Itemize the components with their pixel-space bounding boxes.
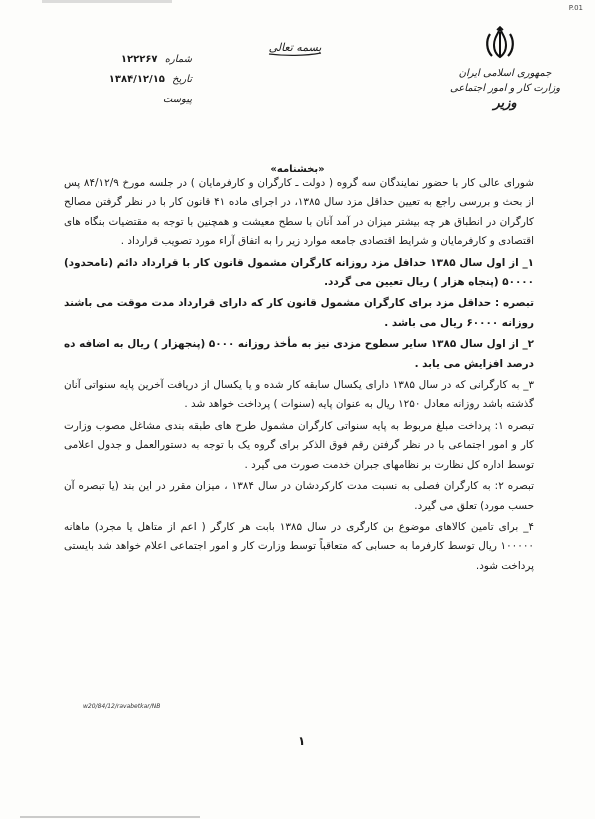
basmala-text: بسمه تعالی xyxy=(268,41,322,54)
page-code: P.01 xyxy=(568,4,583,12)
meta-date xyxy=(72,70,192,90)
paragraph: ۳_ به کارگرانی که در سال ۱۳۸۵ دارای یکسال سابقه کار شده و یا یکسال از دریافت آخرین پایه سنواتی آنان گذشته باشد روزانه معادل ۱۲۵۰ ریال به عنوان پایه (سنوات ) پرداخت خواهد شد . xyxy=(64,379,534,411)
footer-reference-code: w20/84/12/ravabetkar/NB xyxy=(83,703,161,710)
paragraph: ۴_ برای تامین کالاهای موضوع بن کارگری در سال ۱۳۸۵ بابت هر کارگر ( اعم از متاهل یا مجرد) ماهانه ۱۰۰۰۰۰ ریال توسط کارفرما به حسابی که متعاقباً توسط وزارت کار و امور اجتماعی اعلام خواهد شد بایستی پرداخت شود. xyxy=(64,520,534,572)
date-value: ۱۳۸۴/۱۲/۱۵ xyxy=(108,74,165,85)
meta-number xyxy=(72,50,192,70)
page-number: ۱ xyxy=(298,734,306,748)
basmala-calligraphy xyxy=(265,36,325,58)
scan-artifact xyxy=(42,0,172,6)
government-name: جمهوری اسلامی ایران xyxy=(458,68,552,79)
letter-meta xyxy=(72,50,192,110)
office-title: وزیر xyxy=(493,96,517,111)
paragraph: شورای عالی کار با حضور نمایندگان سه گروه ( دولت ـ کارگران و کارفرمایان ) در جلسه مورخ ۸۴/۱۲/۹ پس از بحث و بررسی راجع به تعیین حداقل مزد سال ۱۳۸۵، در اجرای ماده ۴۱ قانون کار با در نظر گرفتن مصالح کارگران در انطباق هر چه بیشتر میزان در آمد آنان با سطح معیشت و همچنین با توجه به مقتضیات بنگاه های اقتصادی و کارفرمایان و شرایط اقتصادی جامعه موارد زیر را به اتفاق آراء مورد تصویب قرارداد . xyxy=(64,177,534,248)
circular-title: «بخشنامه» xyxy=(270,164,325,175)
paragraph: تبصره ۲: به کارگران فصلی به نسبت مدت کارکردشان در سال ۱۳۸۴ ، میزان مقرر در این بند (یا تبصره آن حسب مورد) تعلق می گیرد. xyxy=(64,480,535,512)
paragraph: ۱_ از اول سال ۱۳۸۵ حداقل مزد روزانه کارگران مشمول قانون کار با قرارداد دائم (نامحدود) ۵۰۰۰۰ (پنجاه هزار ) ریال تعیین می گردد. xyxy=(64,256,534,289)
number-label: شماره xyxy=(164,54,192,65)
iran-emblem-icon xyxy=(483,26,517,60)
attachment-label: پیوست xyxy=(162,94,192,105)
scan-artifact-bottom xyxy=(0,814,595,819)
number-value: ۱۲۲۲۶۷ xyxy=(120,54,158,65)
ministry-header xyxy=(445,66,565,111)
paragraph: تبصره ۱: پرداخت مبلغ مربوط به پایه سنواتی کارگران مشمول طرح های طبقه بندی مشاغل مصوب وزارت کار و امور اجتماعی با در نظر گرفتن رقم فوق الذکر برای گروه یک با توجه به دستورالعمل و جدول اعلامی توسط اداره کل نظارت بر نظامهای جبران خدمت صورت می گیرد . xyxy=(64,419,534,471)
paragraph: تبصره : حداقل مزد برای کارگران مشمول قانون کار که دارای قرارداد مدت موقت می باشند روزانه ۶۰۰۰۰ ریال می باشد . xyxy=(64,297,534,329)
ministry-name: وزارت کار و امور اجتماعی xyxy=(449,83,561,94)
circular-body xyxy=(64,174,534,576)
paragraph: ۲_ از اول سال ۱۳۸۵ سایر سطوح مزدی نیز به مأخذ روزانه ۵۰۰۰ (پنجهزار ) ریال به اضافه ده درصد افزایش می یابد . xyxy=(64,338,534,370)
date-label: تاریخ xyxy=(172,74,192,85)
meta-attachment xyxy=(72,90,192,110)
